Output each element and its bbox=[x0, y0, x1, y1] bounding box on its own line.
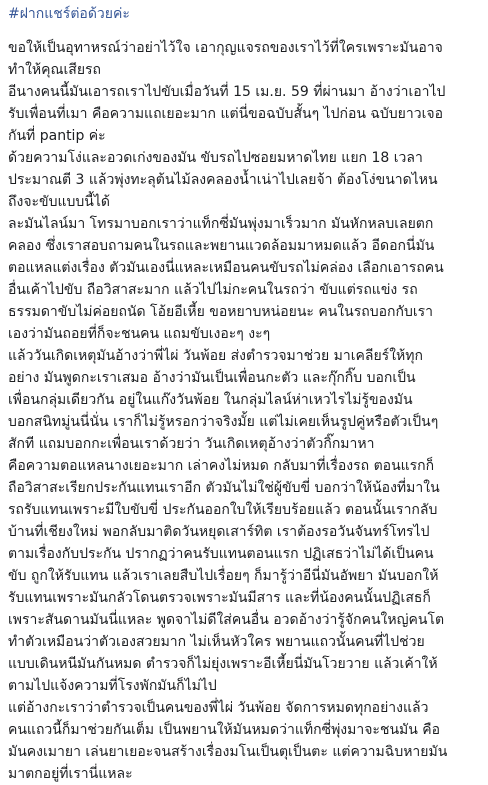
text-line: คนแถวนี้ก็มาช่วยกันเต็ม เป็นพยานให้มันหมดว่าแท็กซี่พุ่งมาจะชนมัน คือ bbox=[8, 722, 441, 738]
text-line: ขอให้เป็นอุทาหรณ์ว่าอย่าไว้ใจ เอากุญแจรถของเราไว้ที่ใครเพราะมันอาจ bbox=[8, 40, 443, 56]
text-line: ละมันไลน์มา โทรมาบอกเราว่าแท็กซี่มันพุ่งมาเร็วมาก มันหักหลบเลยตก bbox=[8, 216, 434, 232]
hashtag-link[interactable]: #ฝากแชร์ต่อด้วยค่ะ bbox=[8, 6, 130, 22]
text-line: ถึงจะขับแบบนี้ได้ bbox=[8, 194, 110, 210]
post-body bbox=[8, 37, 480, 785]
text-line: บอกสนิทมู่นนี่นั่น เราก็ไม่รู้หรอกว่าจริงมั้ย แต่ไม่เคยเห็นรูปคู่หรือตัวเป็นๆ bbox=[8, 414, 439, 430]
post-paragraph bbox=[8, 697, 480, 785]
text-line: มันคงเมายา เล่นยาเยอะจนสร้างเรื่องมโนเป็นตุเป็นตะ แต่ความฉิบหายมัน bbox=[8, 744, 448, 760]
text-line: อื่นเค้าไปขับ ถือวิสาสะมาก แล้วไปไม่กะคนในรถว่า ขับแต่รถแข่ง รถ bbox=[8, 282, 418, 298]
text-line: ประมาณตี 3 แล้วพุ่งทะลุต้นไม้ลงคลองน้ำเน่าไปเลยจ้า ต้องโง่ขนาดไหน bbox=[8, 172, 438, 188]
text-line: บ้านที่เชียงใหม่ พอกลับมาติดวันหยุดเสาร์ทิต เราต้องรอวันจันทร์โทรไป bbox=[8, 524, 430, 540]
text-line: ถือวิสาสะเรียกประกันแทนเราอีก ตัวมันไม่ใช่ผู้ขับขี่ บอกว่าให้น้องที่มาใน bbox=[8, 480, 440, 496]
text-line: ขับ ถูกให้รับแทน แล้วเราเลยสืบไปเรื่อยๆ ก็มารู้ว่าอีนี่มันอัพยา มันบอกให้ bbox=[8, 568, 439, 584]
text-line: อีนางคนนี้มันเอารถเราไปขับเมื่อวันที่ 15 เม.ย. 59 ที่ผ่านมา อ้างว่าเอาไป bbox=[8, 84, 446, 100]
post-paragraph bbox=[8, 345, 480, 697]
text-line: แบบเดินหนีมันกันหมด ตำรวจก็ไม่ยุ่งเพราะอีเหี้ยนี่มันโวยวาย แล้วเค้าให้ bbox=[8, 656, 438, 672]
text-line: แล้ววันเกิดเหตุมันอ้างว่าพี่ไผ่ วันพ้อย ส่งตำรวจมาช่วย มาเคลียร์ให้ทุก bbox=[8, 348, 423, 364]
post-paragraph bbox=[8, 37, 480, 81]
text-line: คลอง ซึ่งเราสอบถามคนในรถและพยานแวดล้อมมาหมดแล้ว อีดอกนี่มัน bbox=[8, 238, 435, 254]
text-line: รถรับแทนเพราะมีใบขับขี่ ประกันออกใบให้เรียบร้อยแล้ว ตอนนั้นเรากลับ bbox=[8, 502, 438, 518]
post-paragraph bbox=[8, 213, 480, 345]
text-line: แต่อ้างกะเราว่าตำรวจเป็นคนของพี่ไผ่ วันพ้อย จัดการหมดทุกอย่างแล้ว bbox=[8, 700, 429, 716]
post-paragraph bbox=[8, 147, 480, 213]
text-line: เองว่ามันถอยที่ก็จะชนคน แถมขับเงอะๆ งะๆ bbox=[8, 326, 271, 342]
text-line: เพื่อนกลุ่มเดียวกัน อยู่ในแก๊งวันพ้อย ในกลุ่มไลน์ห่าเหวไรไม่รู้ของมัน bbox=[8, 392, 413, 408]
text-line: ตามไปแจ้งความที่โรงพักมันก็ไม่ไป bbox=[8, 678, 217, 694]
text-line: อย่าง มันพูดกะเราเสมอ อ้างว่ามันเป็นเพื่อนกะตัว และกุ๊กกิ๊บ บอกเป็น bbox=[8, 370, 416, 386]
post-paragraph bbox=[8, 81, 480, 147]
text-line: คือความตอแหลนางเยอะมาก เล่าคงไม่หมด กลับมาที่เรื่องรถ ตอนแรกก็ bbox=[8, 458, 435, 474]
text-line: ตอแหลแต่งเรื่อง ตัวมันเองนี่แหละเหมือนคนขับรถไม่คล่อง เลือกเอารถคน bbox=[8, 260, 444, 276]
text-line: รับเพื่อนที่เมา คือความแถเยอะมาก แต่นี่ขอฉบับสั้นๆ ไปก่อน ฉบับยาวเจอ bbox=[8, 106, 443, 122]
text-line: ด้วยความโง่และอวดเก่งของมัน ขับรถไปซอยมหาดไทย แยก 18 เวลา bbox=[8, 150, 423, 166]
text-line: สักที แถมบอกกะเพื่อนเราด้วยว่า วันเกิดเหตุอ้างว่าตัวกิ๊กมาหา bbox=[8, 436, 375, 452]
text-line: ธรรมดาขับไม่ค่อยถนัด โอ้ยอีเหี้ย ขอหยาบหน่อยนะ คนในรถบอกกับเรา bbox=[8, 304, 434, 320]
text-line: เพราะสันดานมันนี่แหละ พูดจาไม่ดีใส่คนอื่น อวดอ้างว่ารู้จักคนใหญ่คนโต bbox=[8, 612, 445, 628]
text-line: มาตกอยู่ที่เรานี่แหละ bbox=[8, 766, 133, 782]
text-line: ทำตัวเหมือนว่าตัวเองสวยมาก ไม่เห็นหัวใคร พยานแถวนั้นคนที่ไปช่วย bbox=[8, 634, 425, 650]
text-line: ทำให้คุณเสียรถ bbox=[8, 62, 102, 78]
text-line: ตามเรื่องกับประกัน ปรากฏว่าคนรับแทนตอนแรก ปฏิเสธว่าไม่ได้เป็นคน bbox=[8, 546, 434, 562]
text-line: กันที่ pantip ค่ะ bbox=[8, 128, 106, 144]
text-line: รับแทนเพราะมันกลัวโดนตรวจเพราะมันมีสาร และที่น้องคนนั้นปฏิเสธก็ bbox=[8, 590, 431, 606]
